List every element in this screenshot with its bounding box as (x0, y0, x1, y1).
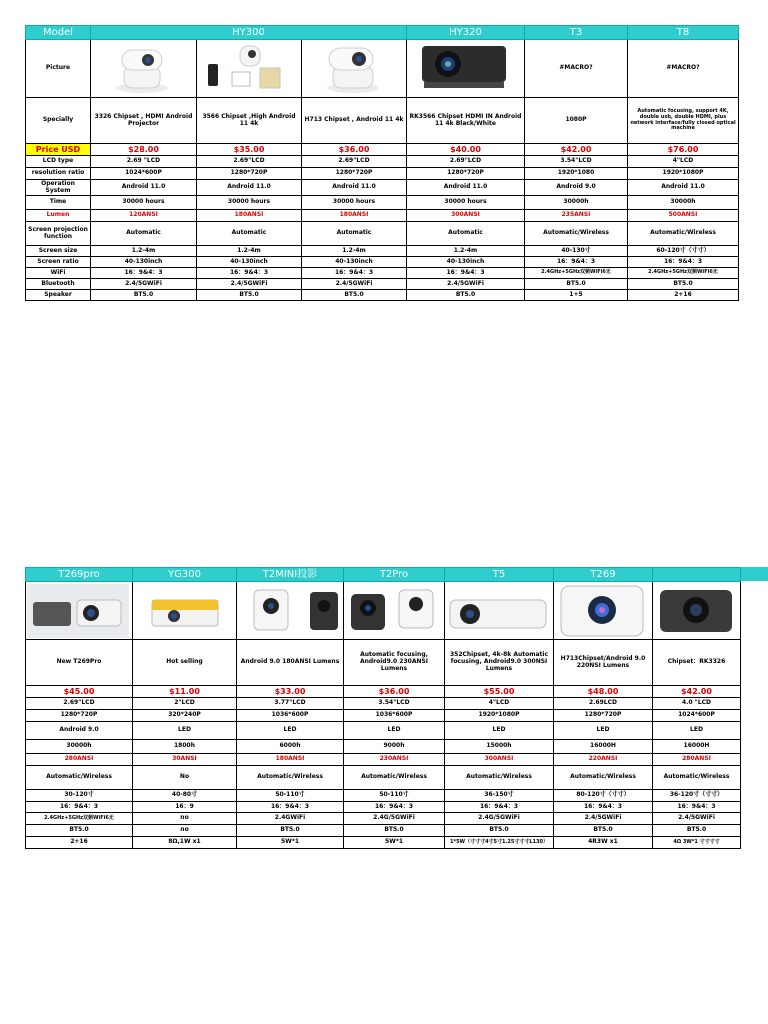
cell-specially: 3326 Chipset , HDMI Android Projector (91, 98, 197, 144)
cell-ratio: 40-130inch (302, 257, 407, 268)
header-t8: T8 (628, 26, 739, 40)
cell-size: 40-80寸 (133, 790, 237, 802)
cell-wifi: no (133, 813, 237, 825)
cell-ratio: 16：9&4：3 (237, 802, 344, 813)
row-label-lcd: LCD type (26, 156, 91, 168)
cell-lcd: 3.54"LCD (344, 698, 445, 710)
cell-size: 36-150寸 (445, 790, 554, 802)
cell-lcd: 2.69"LCD (197, 156, 302, 168)
row-label-price: Price USD (26, 144, 91, 156)
cell-bluetooth: BT5.0 (525, 279, 628, 290)
cell-ratio: 40-130inch (91, 257, 197, 268)
projector-table-2 (25, 567, 741, 849)
cell-bluetooth: BT5.0 (445, 825, 554, 837)
cell-speaker: 5W*1 (344, 837, 445, 849)
cell-resolution: 1280*720P (554, 710, 653, 722)
cell-os: Android 11.0 (91, 180, 197, 196)
cell-ratio: 16：9&4：3 (445, 802, 554, 813)
cell-wifi: 2.4GHz+5GHz双频WiFi6无 (26, 813, 133, 825)
header-hy300: HY300 (91, 26, 407, 40)
cell-projection: Automatic/Wireless (237, 766, 344, 790)
cell-resolution: 1920*1080P (445, 710, 554, 722)
cell-price: $55.00 (445, 686, 554, 698)
cell-ratio: 16：9&4：3 (628, 257, 739, 268)
cell-bluetooth: BT5.0 (344, 825, 445, 837)
cell-lumen: 300ANSI (407, 210, 525, 222)
cell-specially: RK3566 Chipset HDMI IN Android 11 4k Black/White (407, 98, 525, 144)
cell-projection: Automatic/Wireless (344, 766, 445, 790)
cell-desc: Hot selling (133, 640, 237, 686)
cell-ratio: 16：9&4：3 (344, 802, 445, 813)
cell-wifi: 2.4/5GWiFi (653, 813, 741, 825)
cell-size: 50-110寸 (344, 790, 445, 802)
cell-wifi: 2.4/5GWiFi (554, 813, 653, 825)
row-label-ratio: Screen ratio (26, 257, 91, 268)
cell-speaker: 4R3W x1 (554, 837, 653, 849)
cell-speaker: 1+5 (525, 290, 628, 301)
cell-os: LED (237, 722, 344, 740)
cell-ratio: 40-130inch (197, 257, 302, 268)
cell-os: LED (344, 722, 445, 740)
cell-time: 30000 hours (302, 196, 407, 210)
cell-wifi: 2.4G/5GWiFi (445, 813, 554, 825)
cell-time: 30000h (525, 196, 628, 210)
cell-desc: 352Chipset, 4k-8k Automatic focusing, Android9.0 300NSI Lumens (445, 640, 554, 686)
cell-lcd: 4"LCD (445, 698, 554, 710)
cell-resolution: 320*240P (133, 710, 237, 722)
cell-size: 40-130寸 (525, 246, 628, 257)
cell-projection: Automatic/Wireless (628, 222, 739, 246)
header-yg300: YG300 (133, 568, 237, 582)
cell-os: LED (133, 722, 237, 740)
cell-desc: Automatic focusing, Android9.0 230ANSI Lumens (344, 640, 445, 686)
cell-ratio: 16：9&4：3 (26, 802, 133, 813)
row-label-lumen: Lumen (26, 210, 91, 222)
cell-price: $76.00 (628, 144, 739, 156)
cell-price: $42.00 (653, 686, 741, 698)
cell-time: 9000h (344, 740, 445, 754)
cell-speaker: 5W*1 (237, 837, 344, 849)
cell-wifi: 2.4GHz+5GHz双频WiFi6无 (525, 268, 628, 279)
cell-time: 6000h (237, 740, 344, 754)
row-label-resolution: resolution ratio (26, 168, 91, 180)
picture-text-t8: #MACRO? (628, 40, 739, 98)
cell-bluetooth: 2.4/5GWiFi (407, 279, 525, 290)
cell-price: $40.00 (407, 144, 525, 156)
cell-os: Android 9.0 (525, 180, 628, 196)
product-image-hy320 (407, 40, 525, 98)
cell-speaker: 2+16 (26, 837, 133, 849)
cell-resolution: 1280*720P (302, 168, 407, 180)
cell-wifi: 2.4G/5GWiFi (344, 813, 445, 825)
product-image-t2pro (344, 582, 445, 640)
cell-price: $11.00 (133, 686, 237, 698)
product-image-yg300 (133, 582, 237, 640)
header-t269: T269 (554, 568, 653, 582)
row-label-speaker: Speaker (26, 290, 91, 301)
cell-bluetooth: 2.4/5GWiFi (197, 279, 302, 290)
header-bar-extension (740, 567, 768, 581)
cell-resolution: 1024*600P (91, 168, 197, 180)
cell-projection: Automatic (302, 222, 407, 246)
cell-speaker: 1*5W（寸寸寸4寸5寸1.25寸寸寸L130） (445, 837, 554, 849)
cell-size: 36-120寸（寸寸） (653, 790, 741, 802)
cell-price: $48.00 (554, 686, 653, 698)
row-label-wifi: WiFi (26, 268, 91, 279)
cell-bluetooth: BT5.0 (26, 825, 133, 837)
row-label-size: Screen size (26, 246, 91, 257)
header-t2mini: T2MINI投影 (237, 568, 344, 582)
cell-time: 15000h (445, 740, 554, 754)
row-label-picture: Picture (26, 40, 91, 98)
cell-lcd: 2.69"LCD (302, 156, 407, 168)
cell-bluetooth: BT5.0 (653, 825, 741, 837)
product-image-t5 (445, 582, 554, 640)
cell-speaker: 8Ω,1W x1 (133, 837, 237, 849)
cell-price: $36.00 (344, 686, 445, 698)
cell-size: 50-110寸 (237, 790, 344, 802)
cell-speaker: 2+16 (628, 290, 739, 301)
cell-lumen: 180ANSI (302, 210, 407, 222)
cell-specially: 1080P (525, 98, 628, 144)
cell-specially: Automatic focusing, support 4K, double usb, double HDMI, plus network interface/fully closed optical machine (628, 98, 739, 144)
cell-lumen: 500ANSI (628, 210, 739, 222)
cell-lumen: 180ANSI (197, 210, 302, 222)
cell-size: 1.2-4m (302, 246, 407, 257)
cell-size: 1.2-4m (91, 246, 197, 257)
cell-os: Android 11.0 (628, 180, 739, 196)
cell-lcd: 3.54"LCD (525, 156, 628, 168)
cell-resolution: 1024*600P (653, 710, 741, 722)
cell-price: $42.00 (525, 144, 628, 156)
cell-size: 80-120寸（寸寸） (554, 790, 653, 802)
cell-speaker: BT5.0 (302, 290, 407, 301)
cell-size: 60-120寸（寸寸） (628, 246, 739, 257)
cell-os: Android 11.0 (407, 180, 525, 196)
cell-lcd: 2.69 "LCD (91, 156, 197, 168)
cell-size: 1.2-4m (197, 246, 302, 257)
product-image-t2mini (237, 582, 344, 640)
cell-ratio: 16：9&4：3 (653, 802, 741, 813)
cell-resolution: 1036*600P (344, 710, 445, 722)
projector-table-1 (25, 25, 739, 301)
cell-speaker: BT5.0 (197, 290, 302, 301)
cell-lumen: 230ANSI (344, 754, 445, 766)
cell-projection: Automatic/Wireless (445, 766, 554, 790)
cell-ratio: 40-130inch (407, 257, 525, 268)
cell-time: 30000h (628, 196, 739, 210)
row-label-os: Operation System (26, 180, 91, 196)
cell-price: $28.00 (91, 144, 197, 156)
cell-time: 1800h (133, 740, 237, 754)
product-image-t269 (554, 582, 653, 640)
cell-ratio: 16：9&4：3 (554, 802, 653, 813)
cell-bluetooth: no (133, 825, 237, 837)
row-label-projection: Screen projection function (26, 222, 91, 246)
cell-time: 16000H (653, 740, 741, 754)
cell-wifi: 16：9&4：3 (91, 268, 197, 279)
product-image-rk3326 (653, 582, 741, 640)
cell-speaker: BT5.0 (91, 290, 197, 301)
cell-lumen: 280ANSI (26, 754, 133, 766)
cell-ratio: 16：9&4：3 (525, 257, 628, 268)
cell-lumen: 220ANSI (554, 754, 653, 766)
header-t269pro: T269pro (26, 568, 133, 582)
cell-projection: Automatic (197, 222, 302, 246)
cell-bluetooth: BT5.0 (237, 825, 344, 837)
cell-time: 30000 hours (91, 196, 197, 210)
header-hy320: HY320 (407, 26, 525, 40)
cell-resolution: 1280*720P (407, 168, 525, 180)
cell-os: LED (445, 722, 554, 740)
cell-price: $33.00 (237, 686, 344, 698)
cell-desc: Chipset：RK3326 (653, 640, 741, 686)
cell-time: 30000 hours (407, 196, 525, 210)
cell-speaker: 4Ω 3W*1 寸寸寸寸 (653, 837, 741, 849)
product-image-hy300-b (197, 40, 302, 98)
cell-resolution: 1920*1080P (628, 168, 739, 180)
cell-specially: 3566 Chipset ,High Android 11 4k (197, 98, 302, 144)
cell-os: LED (653, 722, 741, 740)
product-image-t269pro (26, 582, 133, 640)
cell-lcd: 4.0 "LCD (653, 698, 741, 710)
cell-os: LED (554, 722, 653, 740)
cell-lumen: 30ANSI (133, 754, 237, 766)
cell-desc: New T269Pro (26, 640, 133, 686)
cell-lcd: 2"LCD (133, 698, 237, 710)
cell-price: $36.00 (302, 144, 407, 156)
cell-bluetooth: BT5.0 (554, 825, 653, 837)
cell-speaker: BT5.0 (407, 290, 525, 301)
cell-wifi: 16：9&4：3 (197, 268, 302, 279)
cell-time: 30000h (26, 740, 133, 754)
header-t3: T3 (525, 26, 628, 40)
cell-price: $45.00 (26, 686, 133, 698)
cell-os: Android 9.0 (26, 722, 133, 740)
cell-lumen: 120ANSI (91, 210, 197, 222)
header-t5: T5 (445, 568, 554, 582)
cell-desc: Android 9.0 180ANSI Lumens (237, 640, 344, 686)
cell-specially: H713 Chipset , Android 11 4k (302, 98, 407, 144)
cell-bluetooth: 2.4/5GWiFi (302, 279, 407, 290)
cell-lcd: 2.69LCD (554, 698, 653, 710)
header-t2pro: T2Pro (344, 568, 445, 582)
header-empty (653, 568, 741, 582)
cell-size: 30-120寸 (26, 790, 133, 802)
product-image-hy300-c (302, 40, 407, 98)
row-label-specially: Specially (26, 98, 91, 144)
cell-bluetooth: 2.4/5GWiFi (91, 279, 197, 290)
cell-lcd: 2.69"LCD (26, 698, 133, 710)
cell-lumen: 235ANSI (525, 210, 628, 222)
row-label-bluetooth: Bluetooth (26, 279, 91, 290)
cell-projection: Automatic/Wireless (26, 766, 133, 790)
cell-projection: Automatic/Wireless (554, 766, 653, 790)
cell-price: $35.00 (197, 144, 302, 156)
cell-projection: Automatic (91, 222, 197, 246)
cell-resolution: 1920*1080 (525, 168, 628, 180)
cell-desc: H713Chipset/Android 9.0 220NSI Lumens (554, 640, 653, 686)
cell-lcd: 2.69"LCD (407, 156, 525, 168)
cell-projection: Automatic/Wireless (653, 766, 741, 790)
cell-os: Android 11.0 (302, 180, 407, 196)
cell-resolution: 1280*720P (197, 168, 302, 180)
cell-ratio: 16：9 (133, 802, 237, 813)
cell-lcd: 4"LCD (628, 156, 739, 168)
cell-wifi: 2.4GWiFi (237, 813, 344, 825)
cell-wifi: 2.4GHz+5GHz双频WiFi6无 (628, 268, 739, 279)
row-label-time: Time (26, 196, 91, 210)
cell-lumen: 180ANSI (237, 754, 344, 766)
cell-wifi: 16：9&4：3 (302, 268, 407, 279)
cell-resolution: 1280*720P (26, 710, 133, 722)
cell-time: 30000 hours (197, 196, 302, 210)
header-model: Model (26, 26, 91, 40)
cell-time: 16000H (554, 740, 653, 754)
cell-projection: Automatic (407, 222, 525, 246)
cell-projection: Automatic/Wireless (525, 222, 628, 246)
cell-lumen: 300ANSI (445, 754, 554, 766)
cell-lumen: 280ANSI (653, 754, 741, 766)
cell-bluetooth: BT5.0 (628, 279, 739, 290)
picture-text-t3: #MACRO? (525, 40, 628, 98)
cell-size: 1.2-4m (407, 246, 525, 257)
cell-lcd: 3.77"LCD (237, 698, 344, 710)
cell-os: Android 11.0 (197, 180, 302, 196)
cell-projection: No (133, 766, 237, 790)
cell-resolution: 1036*600P (237, 710, 344, 722)
product-image-hy300-a (91, 40, 197, 98)
cell-wifi: 16：9&4：3 (407, 268, 525, 279)
